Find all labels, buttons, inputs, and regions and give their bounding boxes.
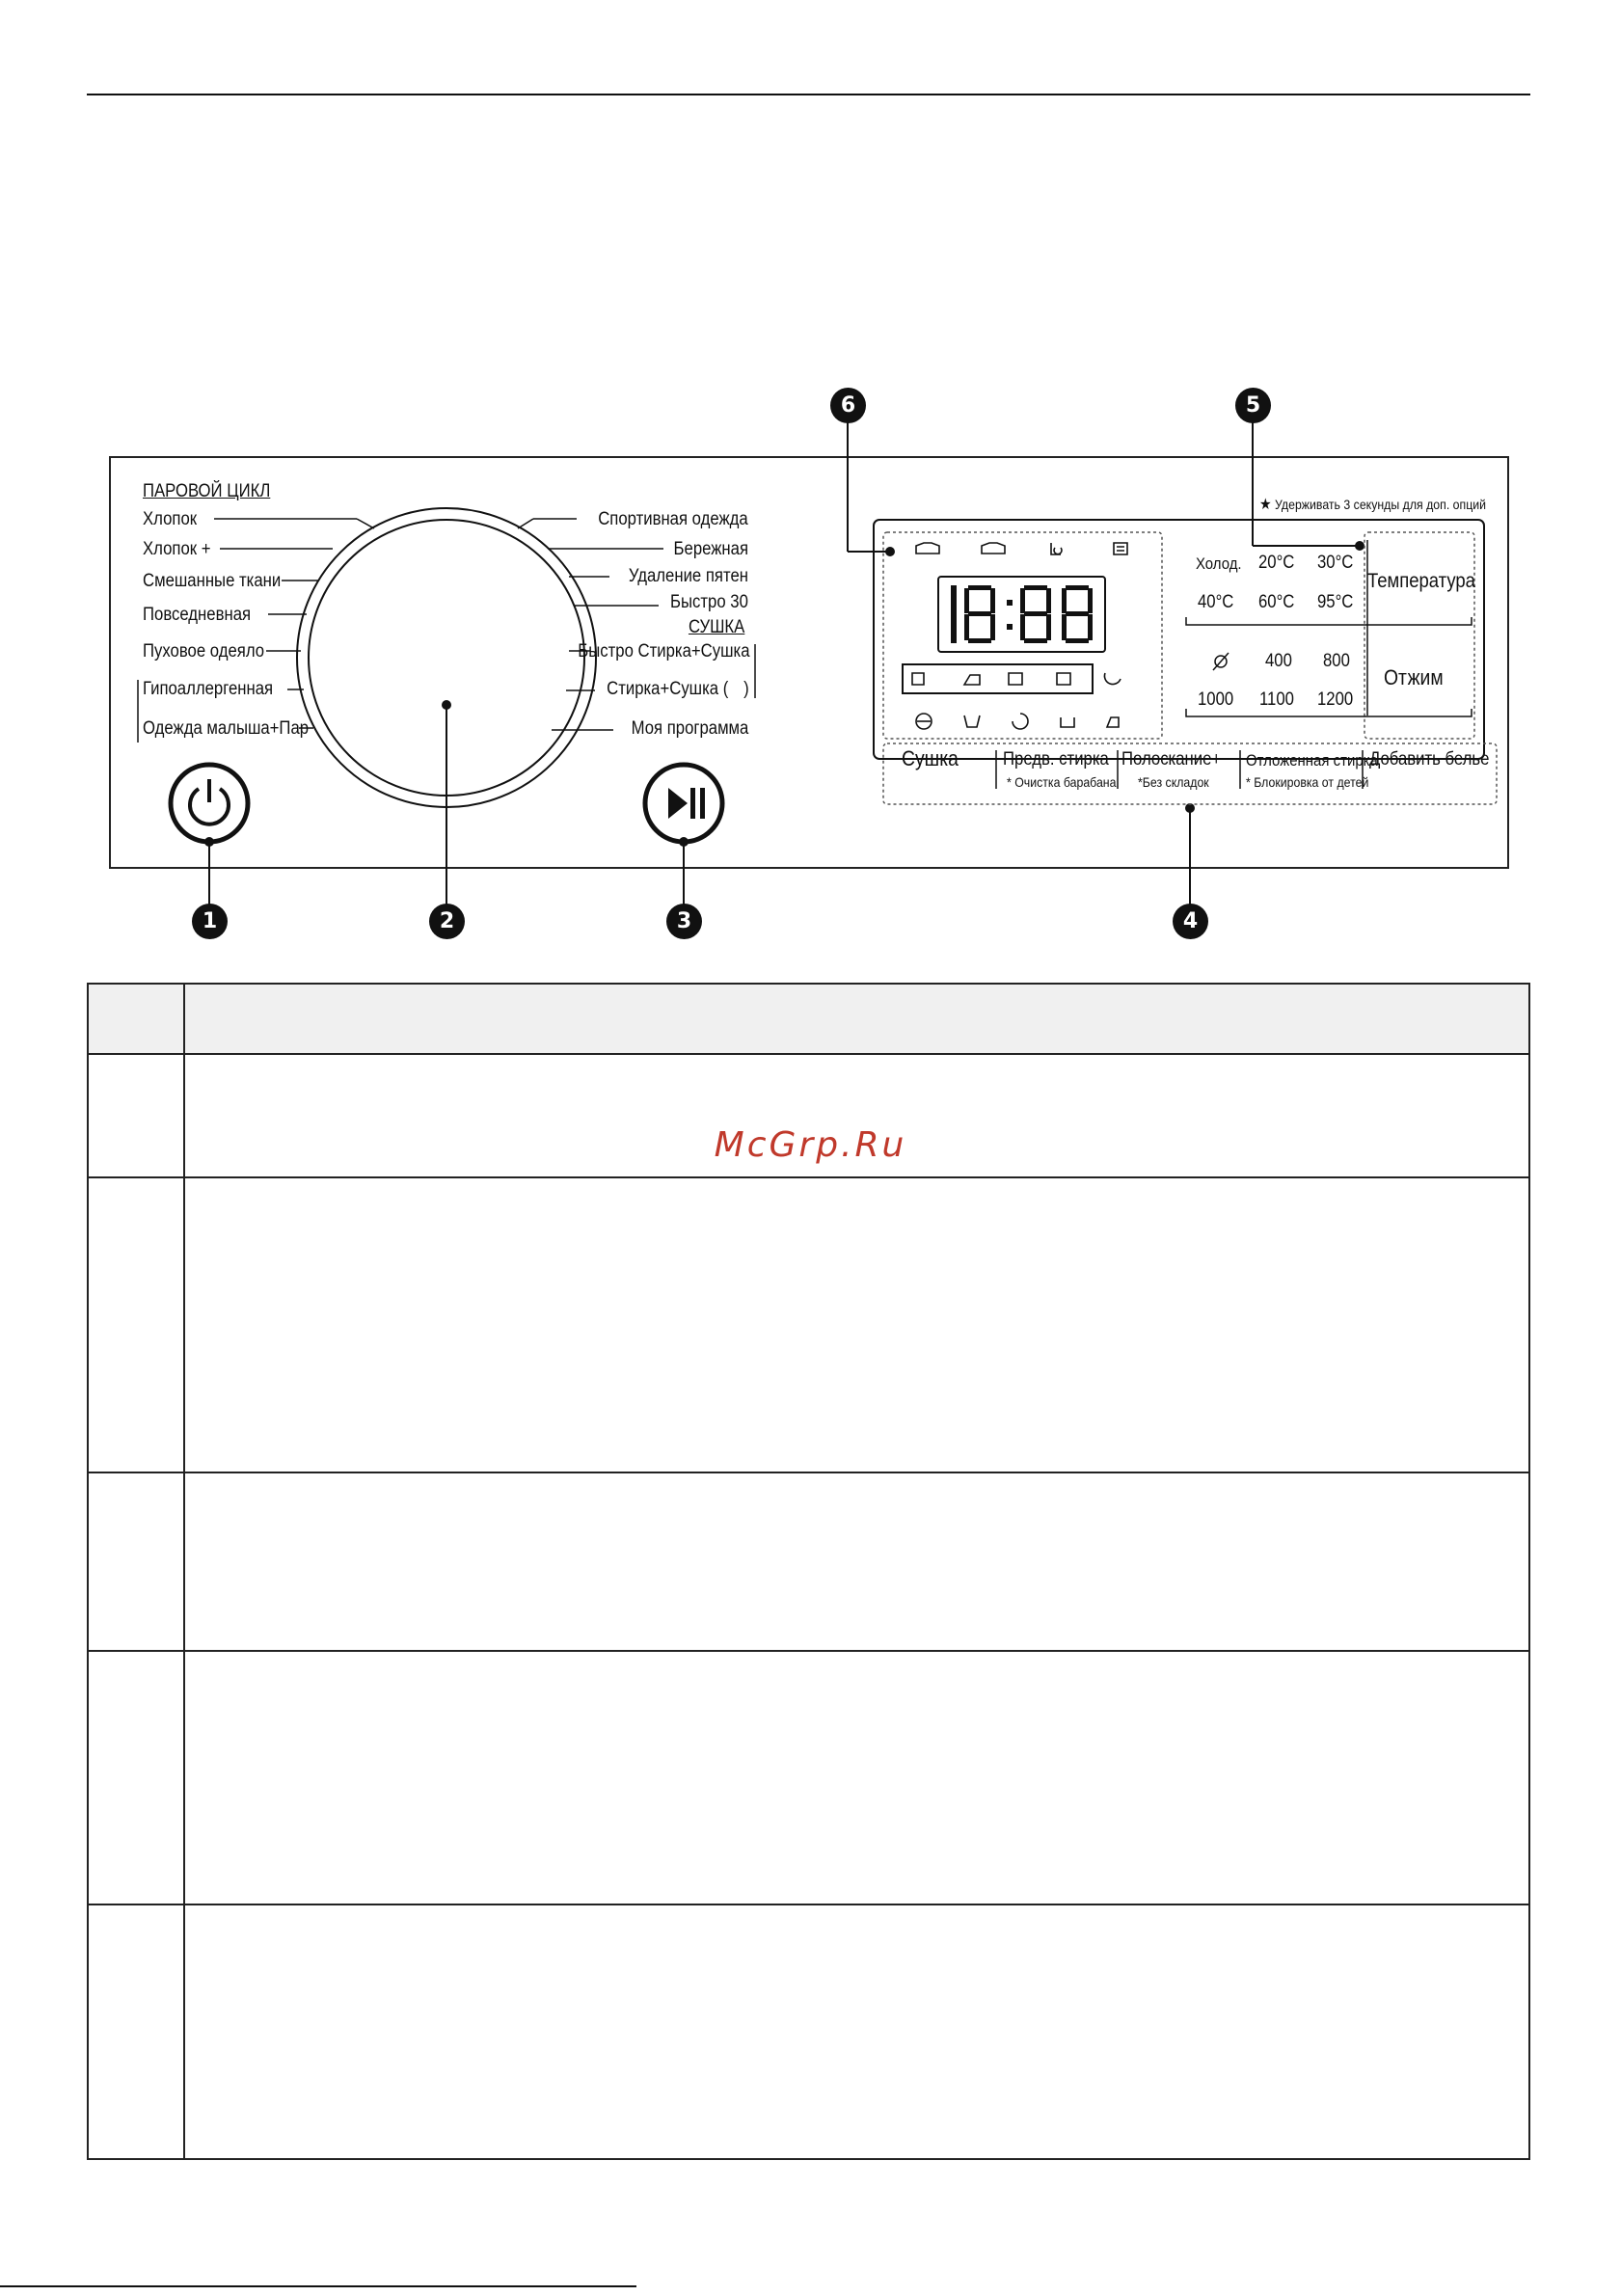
spin-1100: 1100 — [1259, 689, 1294, 710]
table-header-row — [89, 985, 1528, 1055]
program-delicate[interactable]: Бережная — [673, 539, 748, 559]
temp-spin-area — [1364, 532, 1474, 739]
program-mixed[interactable]: Смешанные ткани — [143, 571, 282, 591]
marker-4: 4 — [1173, 904, 1208, 939]
program-wash-dry[interactable] — [607, 679, 749, 700]
spin-1000: 1000 — [1198, 689, 1234, 710]
no-spin-icon — [1213, 653, 1229, 670]
hold-note: ★ Удерживать 3 секунды для доп. опций — [1259, 497, 1487, 513]
program-cotton[interactable]: Хлопок — [143, 509, 198, 529]
program-stain[interactable]: Удаление пятен — [628, 566, 748, 586]
program-quick-wash-dry[interactable]: Быстро Стирка+Сушка — [577, 641, 749, 662]
steam-cycle-header: ПАРОВОЙ ЦИКЛ — [143, 481, 271, 501]
drying-header: СУШКА — [688, 617, 744, 637]
option-rinse-sub: *Без складок — [1138, 774, 1209, 790]
icon-strip — [903, 664, 1093, 693]
option-add-laundry[interactable]: Добавить белье — [1369, 749, 1490, 770]
marker-1: 1 — [192, 904, 228, 939]
option-drying[interactable]: Сушка — [902, 746, 959, 770]
marker-3: 3 — [666, 904, 702, 939]
spin-400: 400 — [1265, 651, 1292, 671]
marker-5: 5 — [1235, 388, 1271, 423]
temp-60: 60°C — [1258, 592, 1295, 612]
program-cotton-plus[interactable]: Хлопок + — [143, 539, 211, 559]
wash-dry-close: ) — [743, 679, 749, 699]
watermark: McGrp.Ru — [714, 1125, 907, 1165]
temp-cold: Холод. — [1196, 554, 1242, 573]
table-row — [89, 1652, 1528, 1905]
program-quick30[interactable]: Быстро 30 — [670, 592, 748, 612]
asterisk-icon: ★ — [1259, 497, 1272, 513]
spin-button[interactable]: Отжим — [1384, 665, 1444, 689]
program-baby-steam[interactable]: Одежда малыша+Пар — [143, 718, 310, 739]
option-delay-sub: * Блокировка от детей — [1246, 774, 1369, 790]
temp-30: 30°C — [1317, 553, 1354, 573]
power-button-ring — [171, 765, 248, 842]
temp-20: 20°C — [1258, 553, 1295, 573]
table-row — [89, 1178, 1528, 1473]
temp-95: 95°C — [1317, 592, 1354, 612]
spin-800: 800 — [1323, 651, 1350, 671]
table-row — [89, 1473, 1528, 1652]
option-prewash[interactable]: Предв. стирка — [1003, 749, 1109, 770]
wash-dry-label: Стирка+Сушка ( — [607, 679, 729, 699]
status-icons — [912, 543, 1127, 729]
spin-1200: 1200 — [1317, 689, 1354, 710]
option-prewash-sub: * Очистка барабана — [1007, 774, 1117, 790]
temperature-button[interactable]: Температура — [1367, 570, 1475, 592]
table-row — [89, 1905, 1528, 2160]
program-daily[interactable]: Повседневная — [143, 605, 252, 625]
footer-rule — [0, 2285, 636, 2287]
marker-2: 2 — [429, 904, 465, 939]
program-sport[interactable]: Спортивная одежда — [598, 509, 748, 529]
seven-segment-digits — [951, 585, 1093, 643]
option-rinse[interactable]: Полоскание+ — [1121, 749, 1222, 770]
program-my-program[interactable]: Моя программа — [631, 718, 748, 739]
option-delay[interactable]: Отложенная стирка — [1246, 751, 1378, 770]
program-allergy[interactable]: Гипоаллергенная — [143, 679, 274, 699]
temp-40: 40°C — [1198, 592, 1234, 612]
marker-6: 6 — [830, 388, 866, 423]
program-duvet[interactable]: Пуховое одеяло — [143, 641, 265, 662]
